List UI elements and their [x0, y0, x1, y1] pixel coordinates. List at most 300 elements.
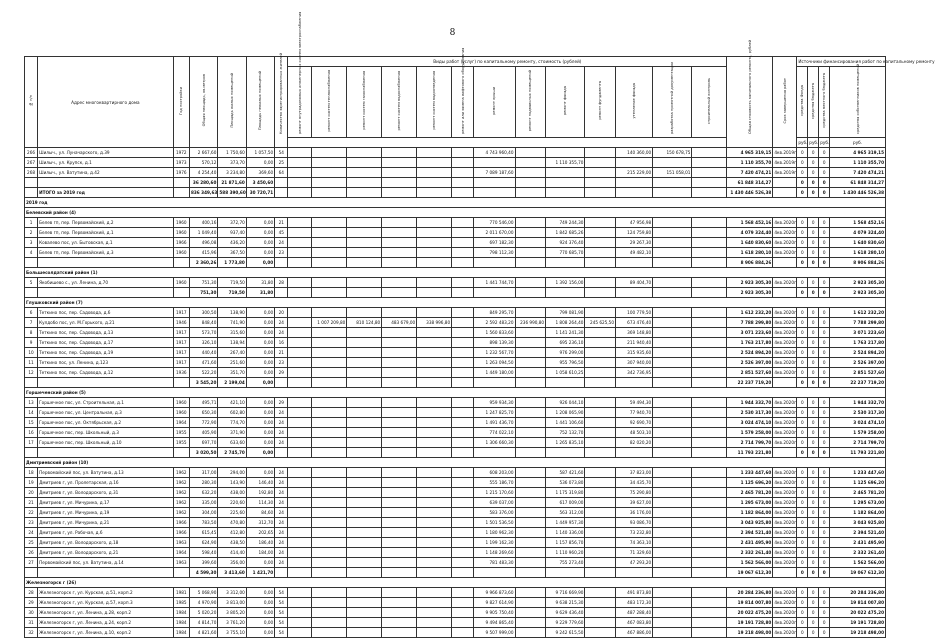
row-work-cost: [452, 188, 474, 198]
row-number: [25, 288, 38, 298]
row-work-cost: 93 086,70: [616, 518, 653, 528]
row-work-cost: 491 873,80: [616, 588, 653, 598]
row-funding: 1 430 446 526,38: [830, 188, 886, 198]
row-work-cost: [288, 318, 312, 328]
row-funding: 19 218 498,00: [830, 628, 886, 638]
row-work-cost: [382, 438, 417, 448]
row-total-area: 751,30: [189, 288, 217, 298]
row-work-cost: [585, 618, 616, 628]
row-work-cost: [653, 448, 692, 458]
row-total-area: 405,90: [189, 428, 217, 438]
row-funding: 0: [808, 568, 819, 578]
row-nonliving-area: 0,00: [246, 228, 274, 238]
table-body: [25, 148, 886, 638]
row-funding: 0: [819, 358, 830, 368]
row-work-cost: [692, 468, 727, 478]
header-work-col: [515, 67, 546, 138]
row-total-area: 440,40: [189, 348, 217, 358]
row-work-cost: [288, 588, 312, 598]
row-work-cost: [312, 238, 347, 248]
row-living-area: 21 871,60: [218, 178, 246, 188]
row-total-cost: 8 906 884,26: [727, 258, 773, 268]
row-residents: 54: [275, 148, 288, 158]
row-funding: 0: [797, 348, 808, 358]
row-total-area: 2 667,60: [189, 148, 217, 158]
row-work-cost: [417, 618, 452, 628]
row-living-area: 438,00: [218, 488, 246, 498]
row-funding: 0: [797, 548, 808, 558]
table-row: [25, 628, 886, 638]
row-total-cost: 7 788 299,80: [727, 318, 773, 328]
row-work-cost: [653, 218, 692, 228]
row-work-cost: [585, 358, 616, 368]
row-work-cost: [585, 468, 616, 478]
row-work-cost: 1 808 264,40: [546, 318, 585, 328]
row-work-cost: [515, 468, 546, 478]
row-work-cost: [417, 378, 452, 388]
row-address: Шилыч., ул. Луначарского, д.39: [38, 148, 173, 158]
header-deadline: [773, 57, 797, 148]
row-nonliving-area: 0,00: [246, 338, 274, 348]
row-funding: 0: [797, 508, 808, 518]
row-funding: 1 763 217,80: [830, 338, 886, 348]
row-funding: 0: [797, 258, 808, 268]
row-number: 22: [25, 508, 38, 518]
row-funding: 0: [808, 288, 819, 298]
row-work-cost: [382, 328, 417, 338]
row-work-cost: [653, 398, 692, 408]
row-work-cost: 73 232,80: [616, 528, 653, 538]
header-total-cost: [727, 39, 773, 148]
row-deadline: 4кв.2019г: [773, 158, 797, 168]
row-total-area: 496,08: [189, 238, 217, 248]
row-residents: 29: [275, 368, 288, 378]
row-work-cost: [653, 238, 692, 248]
row-work-cost: [653, 428, 692, 438]
row-living-area: 315,60: [218, 328, 246, 338]
row-year: 1917: [173, 338, 189, 348]
row-work-cost: 75 290,80: [616, 488, 653, 498]
row-deadline: 4кв.2020г: [773, 538, 797, 548]
row-work-cost: [288, 148, 312, 158]
row-work-cost: [653, 608, 692, 618]
row-deadline: 4кв.2020г: [773, 588, 797, 598]
row-funding: 0: [808, 398, 819, 408]
row-work-cost: [417, 528, 452, 538]
header-unit: руб.: [830, 138, 886, 148]
row-work-cost: [692, 358, 727, 368]
row-funding: 19 191 728,80: [830, 618, 886, 628]
row-funding: 0: [819, 368, 830, 378]
row-deadline: 4кв.2020г: [773, 598, 797, 608]
row-funding: 0: [808, 498, 819, 508]
row-number: 23: [25, 518, 38, 528]
row-funding: 0: [819, 328, 830, 338]
row-funding: 0: [819, 508, 830, 518]
row-work-cost: [515, 428, 546, 438]
row-work-cost: [585, 348, 616, 358]
row-address: Шилыч., ул. Крупск, д.1: [38, 158, 173, 168]
section-row: [25, 208, 886, 218]
row-address: Теткино пос, пер. Садовода, д.17: [38, 338, 173, 348]
header-label: Площадь жилых помещений: [230, 73, 235, 128]
row-deadline: 4кв.2020г: [773, 238, 797, 248]
header-work-col: [692, 67, 727, 138]
row-funding: 0: [819, 278, 830, 288]
row-work-cost: [585, 558, 616, 568]
row-year: 1964: [173, 548, 189, 558]
row-work-cost: 9 966 873,60: [473, 588, 515, 598]
row-work-cost: [585, 168, 616, 178]
row-work-cost: [546, 168, 585, 178]
row-work-cost: 47 293,20: [616, 558, 653, 568]
row-work-cost: [515, 528, 546, 538]
row-work-cost: [288, 248, 312, 258]
row-address: Белев гп, пер. Первомайский, д.2: [38, 218, 173, 228]
row-residents: [275, 258, 288, 268]
row-work-cost: [417, 448, 452, 458]
row-work-cost: 781 483,30: [473, 558, 515, 568]
header-label: Источники финансирования работ по капитальному ремонту: [798, 59, 935, 64]
row-residents: 24: [275, 538, 288, 548]
row-work-cost: 697 182,30: [473, 238, 515, 248]
row-work-cost: [347, 518, 382, 528]
row-year: 1917: [173, 308, 189, 318]
row-work-cost: [653, 538, 692, 548]
row-work-cost: [382, 608, 417, 618]
row-work-cost: 89 404,70: [616, 278, 653, 288]
row-work-cost: [515, 518, 546, 528]
row-funding: 0: [797, 308, 808, 318]
row-work-cost: 59 494,30: [616, 398, 653, 408]
row-work-cost: 617 009,00: [546, 498, 585, 508]
row-work-cost: [382, 248, 417, 258]
row-number: 31: [25, 618, 38, 628]
row-work-cost: [312, 498, 347, 508]
row-work-cost: [382, 568, 417, 578]
row-living-area: 1 750,60: [218, 148, 246, 158]
row-work-cost: [312, 218, 347, 228]
row-work-cost: [616, 178, 653, 188]
row-work-cost: [417, 168, 452, 178]
row-total-cost: 1 562 566,00: [727, 558, 773, 568]
row-work-cost: 1 441 744,70: [473, 278, 515, 288]
row-work-cost: [288, 448, 312, 458]
row-total-area: 5 020,20: [189, 608, 217, 618]
row-funding: 0: [797, 158, 808, 168]
row-work-cost: 92 690,70: [616, 418, 653, 428]
row-address: Железногорск г, ул. Ленина, д.10, корп.2: [38, 628, 173, 638]
row-work-cost: 4 743 960,40: [473, 148, 515, 158]
row-work-cost: [692, 308, 727, 318]
row-work-cost: 215 229,00: [616, 168, 653, 178]
row-nonliving-area: 369,60: [246, 168, 274, 178]
row-work-cost: [312, 538, 347, 548]
row-work-cost: [382, 468, 417, 478]
row-work-cost: [692, 278, 727, 288]
row-total-area: 326,10: [189, 338, 217, 348]
row-work-cost: [382, 368, 417, 378]
row-work-cost: [312, 338, 347, 348]
row-work-cost: 483 172,30: [616, 598, 653, 608]
row-work-cost: [692, 248, 727, 258]
row-nonliving-area: 146,40: [246, 478, 274, 488]
row-work-cost: [692, 448, 727, 458]
row-funding: 0: [808, 338, 819, 348]
section-row: [25, 298, 886, 308]
row-nonliving-area: 0,00: [246, 418, 274, 428]
row-work-cost: [585, 338, 616, 348]
row-address: Дмитриев г, ул. Володарского, д.18: [38, 538, 173, 548]
row-work-cost: [347, 188, 382, 198]
row-number: 1: [25, 218, 38, 228]
row-work-cost: 49 482,10: [616, 248, 653, 258]
row-work-cost: [452, 628, 474, 638]
row-work-cost: [382, 378, 417, 388]
row-work-cost: 342 736,95: [616, 368, 653, 378]
row-living-area: 351,70: [218, 368, 246, 378]
row-work-cost: [585, 588, 616, 598]
row-work-cost: [382, 408, 417, 418]
row-total-cost: 1 233 447,60: [727, 468, 773, 478]
row-nonliving-area: 0,00: [246, 368, 274, 378]
row-work-cost: 467 083,80: [616, 618, 653, 628]
row-deadline: [773, 288, 797, 298]
subtotal-row: [25, 378, 886, 388]
row-funding: 0: [808, 308, 819, 318]
row-work-cost: [312, 158, 347, 168]
row-number: [25, 258, 38, 268]
row-number: 17: [25, 438, 38, 448]
row-residents: 24: [275, 508, 288, 518]
row-work-cost: [288, 358, 312, 368]
row-work-cost: [515, 358, 546, 368]
row-funding: 0: [819, 238, 830, 248]
row-work-cost: [653, 228, 692, 238]
row-deadline: 4кв.2020г: [773, 488, 797, 498]
row-total-cost: 2 394 521,40: [727, 528, 773, 538]
row-funding: 0: [819, 148, 830, 158]
row-work-cost: 849 295,70: [473, 308, 515, 318]
row-work-cost: [347, 528, 382, 538]
row-work-cost: [347, 488, 382, 498]
row-nonliving-area: 0,00: [246, 598, 274, 608]
header-label: Площадь нежилых помещений: [258, 70, 263, 131]
row-work-cost: [515, 548, 546, 558]
row-work-cost: [585, 248, 616, 258]
header-year: [173, 57, 189, 148]
row-year: 1984: [173, 628, 189, 638]
row-work-cost: [692, 508, 727, 518]
row-nonliving-area: 1 421,70: [246, 568, 274, 578]
table-row: [25, 488, 886, 498]
row-work-cost: 639 037,00: [473, 498, 515, 508]
row-living-area: 3 805,20: [218, 608, 246, 618]
row-year: 1946: [173, 318, 189, 328]
row-year: 1960: [173, 398, 189, 408]
row-address: Горшечное пос, ул. Строительная, д.1: [38, 398, 173, 408]
row-number: 267: [25, 158, 38, 168]
row-work-cost: [692, 158, 727, 168]
row-year: 1960: [173, 228, 189, 238]
row-work-cost: 150 678,75: [653, 148, 692, 158]
row-work-cost: [347, 398, 382, 408]
row-work-cost: [347, 508, 382, 518]
row-address: Горшечное пос, пер. Школьный, д.3: [38, 428, 173, 438]
row-work-cost: [585, 278, 616, 288]
section-row: [25, 388, 886, 398]
row-total-area: 300,50: [189, 308, 217, 318]
header-label: средства собственников помещений: [855, 63, 860, 134]
row-work-cost: [347, 248, 382, 258]
row-year: 1963: [173, 558, 189, 568]
row-work-cost: 47 956,98: [616, 218, 653, 228]
row-work-cost: 673 476,40: [616, 318, 653, 328]
row-residents: 24: [275, 418, 288, 428]
row-funding: 4 965 319,15: [830, 148, 886, 158]
row-deadline: 4кв.2019г: [773, 168, 797, 178]
row-funding: 0: [808, 228, 819, 238]
row-work-cost: [417, 338, 452, 348]
row-deadline: 4кв.2020г: [773, 498, 797, 508]
row-work-cost: 555 186,70: [473, 478, 515, 488]
row-work-cost: [417, 288, 452, 298]
row-number: 4: [25, 248, 38, 258]
row-funding: 0: [819, 258, 830, 268]
row-work-cost: [312, 228, 347, 238]
row-work-cost: [653, 258, 692, 268]
row-total-cost: 1 110 355,70: [727, 158, 773, 168]
row-funding: 22 237 719,20: [830, 378, 886, 388]
row-work-cost: 487 288,40: [616, 608, 653, 618]
row-total-area: 4 970,90: [189, 598, 217, 608]
row-funding: 0: [819, 518, 830, 528]
row-work-cost: [473, 158, 515, 168]
row-total-area: 415,96: [189, 248, 217, 258]
row-work-cost: [653, 368, 692, 378]
header-work-col: [312, 67, 347, 138]
row-work-cost: [288, 158, 312, 168]
row-address: Белев гп, пер. Первомайский, д.1: [38, 228, 173, 238]
row-funding: 0: [797, 358, 808, 368]
row-work-cost: 1 842 685,26: [546, 228, 585, 238]
row-total-cost: 2 923 305,30: [727, 278, 773, 288]
row-work-cost: [382, 258, 417, 268]
row-number: 11: [25, 358, 38, 368]
row-year: 1962: [173, 478, 189, 488]
row-work-cost: [653, 248, 692, 258]
row-funding: 3 024 474,10: [830, 418, 886, 428]
row-year: 1955: [173, 438, 189, 448]
row-work-cost: 1 208 065,90: [546, 408, 585, 418]
row-total-area: 836 349,63: [189, 188, 217, 198]
row-funding: 0: [819, 598, 830, 608]
row-work-cost: [312, 188, 347, 198]
row-work-cost: 71 329,60: [616, 548, 653, 558]
row-funding: 1 640 830,60: [830, 238, 886, 248]
row-work-cost: [452, 398, 474, 408]
row-work-cost: [692, 238, 727, 248]
row-work-cost: [452, 468, 474, 478]
row-work-cost: 583 376,00: [473, 508, 515, 518]
row-work-cost: [515, 258, 546, 268]
row-number: 19: [25, 478, 38, 488]
row-work-cost: [515, 218, 546, 228]
row-address: ИТОГО за 2019 год: [38, 188, 173, 198]
row-work-cost: [546, 378, 585, 388]
table-row: [25, 348, 886, 358]
row-work-cost: [546, 258, 585, 268]
row-work-cost: [452, 358, 474, 368]
row-funding: 0: [797, 438, 808, 448]
row-deadline: 4кв.2020г: [773, 618, 797, 628]
row-total-area: 3 020,50: [189, 448, 217, 458]
row-total-area: 5 068,90: [189, 588, 217, 598]
header-label: ремонт систем теплоснабжения: [327, 69, 332, 132]
row-nonliving-area: 0,00: [246, 468, 274, 478]
row-work-cost: [312, 618, 347, 628]
row-year: 1917: [173, 358, 189, 368]
row-work-cost: [653, 188, 692, 198]
row-residents: 24: [275, 488, 288, 498]
row-nonliving-area: 1 057,50: [246, 148, 274, 158]
row-funding: 0: [808, 518, 819, 528]
row-residents: 20: [275, 308, 288, 318]
row-number: 15: [25, 418, 38, 428]
row-work-cost: [585, 528, 616, 538]
row-funding: 0: [819, 488, 830, 498]
row-total-area: 280,30: [189, 478, 217, 488]
row-work-cost: [653, 328, 692, 338]
row-work-cost: [288, 348, 312, 358]
row-work-cost: 1 392 156,00: [546, 278, 585, 288]
row-residents: 54: [275, 598, 288, 608]
row-year: 1966: [173, 528, 189, 538]
row-year: 1962: [173, 488, 189, 498]
row-address: Дмитриев г, ул. Рабочая, д.6: [38, 528, 173, 538]
row-work-cost: [452, 148, 474, 158]
row-residents: 24: [275, 528, 288, 538]
row-number: 21: [25, 498, 38, 508]
row-residents: 24: [275, 478, 288, 488]
row-residents: 24: [275, 328, 288, 338]
row-work-cost: [585, 488, 616, 498]
row-work-cost: [452, 178, 474, 188]
row-deadline: 4кв.2020г: [773, 418, 797, 428]
row-work-cost: [616, 568, 653, 578]
header-work-col: [288, 11, 312, 138]
row-total-cost: 1 763 217,80: [727, 338, 773, 348]
header-label: ремонт фундамента: [598, 81, 603, 120]
row-work-cost: [347, 288, 382, 298]
row-residents: [275, 288, 288, 298]
row-work-cost: 124 759,80: [616, 228, 653, 238]
row-work-cost: [452, 508, 474, 518]
row-work-cost: 770 546,00: [473, 218, 515, 228]
row-funding: 0: [797, 498, 808, 508]
row-work-cost: [452, 418, 474, 428]
row-funding: 0: [819, 538, 830, 548]
row-year: 1960: [173, 278, 189, 288]
row-work-cost: [692, 618, 727, 628]
row-work-cost: [515, 348, 546, 358]
row-work-cost: [417, 358, 452, 368]
header-label: ремонт внутридомовых инженерных систем электроснабжения: [297, 11, 302, 134]
row-year: 1966: [173, 238, 189, 248]
row-total-cost: 1 568 452,16: [727, 218, 773, 228]
header-label: строительный контроль: [707, 77, 712, 124]
row-year: 1962: [173, 508, 189, 518]
